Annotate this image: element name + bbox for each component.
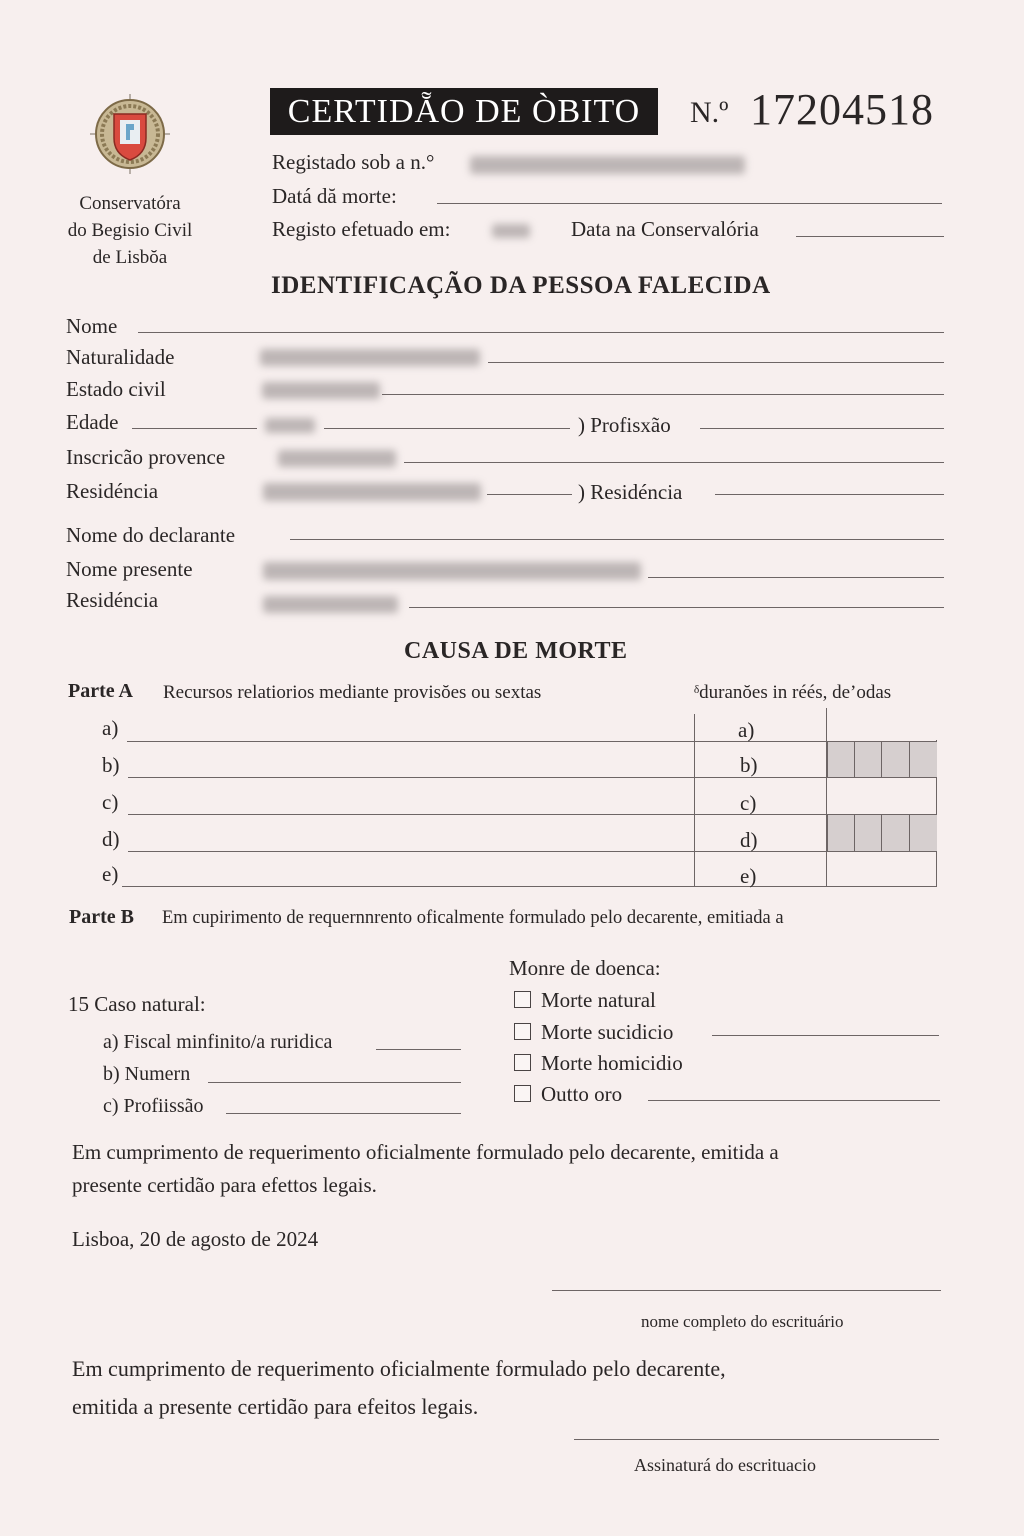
duration-cell-d-3[interactable] <box>881 815 909 851</box>
redacted-present-name <box>263 562 641 580</box>
checkbox-icon[interactable] <box>514 991 531 1008</box>
signature-caption: Assinaturá do escrituacio <box>634 1455 816 1475</box>
conservatory-date-field[interactable] <box>796 236 944 237</box>
checkbox-icon[interactable] <box>514 1023 531 1040</box>
row-d-field[interactable] <box>128 851 694 852</box>
duration-cell-d-2[interactable] <box>854 815 881 851</box>
redacted-registration-date <box>492 224 530 238</box>
signature-line[interactable] <box>574 1439 939 1440</box>
coat-of-arms-seal-icon <box>90 94 170 174</box>
death-date-label: Datá dă morte: <box>272 184 397 208</box>
certificate-number-prefix: N.º <box>690 96 729 129</box>
duration-cell-d-4[interactable] <box>909 815 937 851</box>
conservatory-date-label: Data na Conservalória <box>571 217 759 241</box>
redacted-age <box>265 418 315 433</box>
checkbox-icon[interactable] <box>514 1054 531 1071</box>
name-field[interactable] <box>138 332 944 333</box>
marital-status-field[interactable] <box>382 394 944 395</box>
redacted-birthplace <box>260 349 480 366</box>
manner-option-label: Morte sucidicio <box>541 1020 674 1044</box>
table-divider-2 <box>826 708 827 886</box>
part-b-label: Parte B <box>69 906 134 928</box>
redacted-registration-number <box>470 156 745 174</box>
declarant-residence-field[interactable] <box>409 607 944 608</box>
office-line-2: do Begisio Civil <box>67 220 193 241</box>
natural-case-field-b[interactable] <box>208 1082 461 1083</box>
manner-other-field[interactable] <box>648 1100 940 1101</box>
manner-option-natural[interactable] <box>514 988 656 1013</box>
profession-label: ) Profisxão <box>578 413 671 437</box>
duration-cell-b-4[interactable] <box>909 742 937 777</box>
manner-option-suicide[interactable] <box>514 1020 673 1045</box>
row-a-field[interactable] <box>127 741 694 742</box>
natural-case-item-c: c) Profiissão <box>103 1095 204 1117</box>
redacted-marital-status <box>262 382 380 399</box>
office-line-3: de Lisbŏa <box>92 247 168 268</box>
age-field-left[interactable] <box>132 428 257 429</box>
table-divider-1 <box>694 714 695 886</box>
age-label: Edade <box>66 410 119 434</box>
row-a-label: a) <box>102 716 119 740</box>
certificate-number: 17204518 <box>750 85 934 134</box>
birthplace-field[interactable] <box>488 362 944 363</box>
closing-paragraph-2-line-2: emitida a presente certidão para efeitos legais. <box>72 1394 479 1419</box>
identification-title: IDENTIFICAÇÃO DA PESSOA FALECIDA <box>271 272 771 299</box>
birthplace-label: Naturalidade <box>66 345 175 369</box>
manner-option-homicide[interactable] <box>514 1051 683 1076</box>
closing-paragraph-1-line-1: Em cumprimento de requerimento oficialmente formulado pelo decarente, emitida a <box>72 1140 779 1164</box>
manner-option-label: Morte natural <box>541 988 656 1012</box>
right-row-c-label: c) <box>740 791 757 815</box>
registration-label: Inscricão provence <box>66 445 226 469</box>
row-b-field[interactable] <box>128 777 694 778</box>
manner-title: Monre de doenca: <box>509 956 661 980</box>
office-line-1: Conservatóra <box>79 193 181 214</box>
declarant-residence-label: Residéncia <box>66 588 159 612</box>
registration-field[interactable] <box>404 462 944 463</box>
residence-label: Residéncia <box>66 479 159 503</box>
part-b-text: Em cupirimento de requernnrento oficalmente formulado pelo decarente, emitiada a <box>162 908 784 928</box>
declarant-name-field[interactable] <box>290 539 944 540</box>
document-title: CERTIDẴO DE ÒBITO <box>270 88 658 135</box>
duration-cell-b-2[interactable] <box>854 742 881 777</box>
cause-of-death-title: CAUSA DE MORTE <box>404 638 628 664</box>
part-a-right-header: ᵟduranŏes in réés, de’odas <box>694 682 892 703</box>
duration-cell-b-1[interactable] <box>827 742 854 777</box>
profession-field[interactable] <box>700 428 944 429</box>
row-d-label: d) <box>102 827 120 851</box>
row-e-label: e) <box>102 862 119 886</box>
right-row-a-label: a) <box>738 718 755 742</box>
duration-cell-b-3[interactable] <box>881 742 909 777</box>
duration-cell-d-1[interactable] <box>827 815 854 851</box>
row-c-label: c) <box>102 790 119 814</box>
table-row-line <box>694 851 937 852</box>
right-row-e-label: e) <box>740 864 757 888</box>
natural-case-field-c[interactable] <box>226 1113 461 1114</box>
manner-suicide-field[interactable] <box>712 1035 939 1036</box>
part-a-text: Recursos relatiorios mediante provisŏes ou sextas <box>163 682 542 703</box>
natural-case-item-a: a) Fiscal minfinito/a ruridica <box>103 1031 333 1053</box>
natural-case-title: 15 Caso natural: <box>68 992 206 1016</box>
registered-under-label: Registado sob a n.° <box>272 150 435 174</box>
table-row-line <box>694 886 937 887</box>
manner-option-other[interactable] <box>514 1082 622 1107</box>
natural-case-field-a[interactable] <box>376 1049 461 1050</box>
place-and-date: Lisboa, 20 de agosto de 2024 <box>72 1227 319 1251</box>
redacted-residence <box>263 483 481 501</box>
right-row-d-label: d) <box>740 828 758 852</box>
row-c-field[interactable] <box>128 814 694 815</box>
closing-paragraph-2-line-1: Em cumprimento de requerimento oficialmente formulado pelo decarente, <box>72 1356 726 1381</box>
clerk-name-line[interactable] <box>552 1290 941 1291</box>
present-name-label: Nome presente <box>66 557 193 581</box>
present-name-field[interactable] <box>648 577 944 578</box>
row-e-field[interactable] <box>122 886 694 887</box>
registry-office-name <box>40 190 220 271</box>
marital-status-label: Estado civil <box>66 377 166 401</box>
closing-paragraph-1-line-2: presente certidão para efettos legais. <box>72 1173 377 1197</box>
table-row-line <box>694 777 937 778</box>
redacted-registration <box>278 450 396 467</box>
manner-option-label: Morte homicidio <box>541 1051 683 1075</box>
row-b-label: b) <box>102 753 120 777</box>
age-field[interactable] <box>324 428 570 429</box>
right-row-b-label: b) <box>740 753 758 777</box>
name-label: Nome <box>66 314 118 338</box>
declarant-name-label: Nome do declarante <box>66 523 236 547</box>
registration-date-label: Registo efetuado em: <box>272 217 451 241</box>
clerk-name-caption: nome completo do escrituário <box>641 1312 844 1331</box>
redacted-declarant-residence <box>263 596 398 613</box>
part-a-label: Parte A <box>68 680 133 702</box>
checkbox-icon[interactable] <box>514 1085 531 1102</box>
manner-option-label: Outto oro <box>541 1082 623 1106</box>
residence-field-left[interactable] <box>487 494 572 495</box>
residence-right-label: ) Residéncia <box>578 480 683 504</box>
natural-case-item-b: b) Numern <box>103 1063 191 1085</box>
death-date-field[interactable] <box>437 203 942 204</box>
residence-right-field[interactable] <box>715 494 944 495</box>
